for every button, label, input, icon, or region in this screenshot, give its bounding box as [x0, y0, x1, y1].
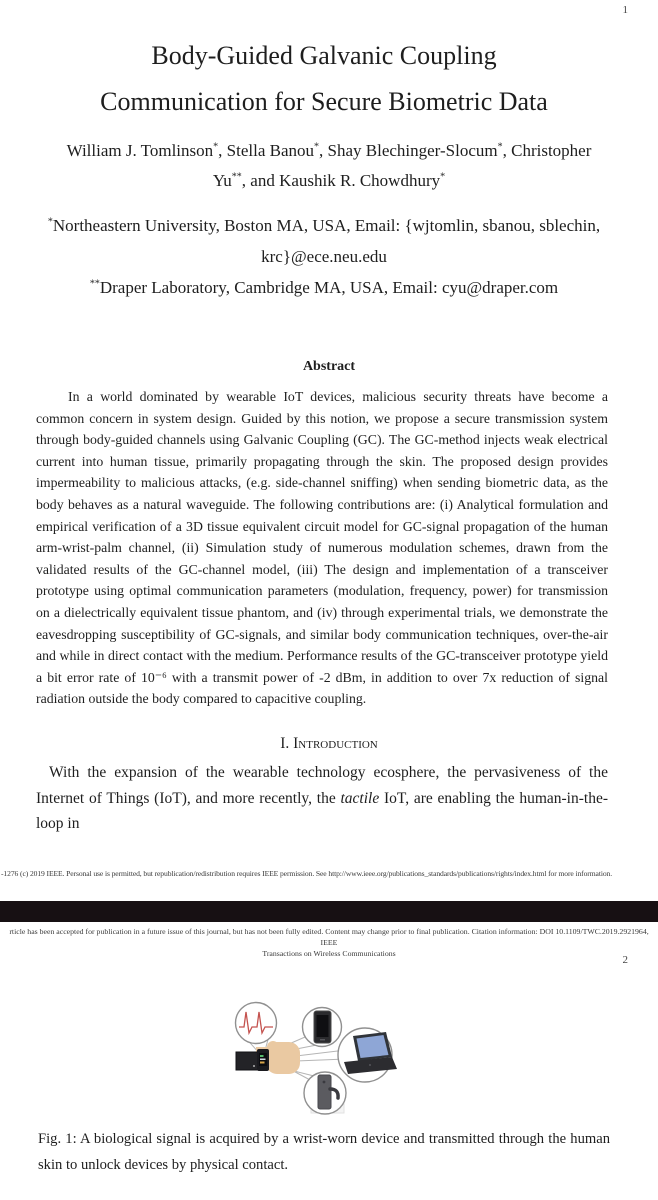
figure-1-illustration [180, 986, 500, 1128]
affiliation-text: Northeastern University, Boston MA, USA, Email: {wjtomlin, sbanou, sblechin, krc}@ece.neu.edu [52, 216, 601, 266]
laptop-trackpad [369, 1064, 371, 1066]
affiliation-mark: * [47, 216, 53, 228]
lock-plate [318, 1075, 331, 1109]
watch-pixel-white [260, 1059, 266, 1061]
author-name: Christopher Yu [212, 141, 592, 190]
paper-title-line-1: Body-Guided Galvanic Coupling [151, 41, 497, 70]
author-affiliation-mark: ** [231, 171, 242, 183]
affiliation-entry [38, 210, 610, 272]
figure-caption: Fig. 1: A biological signal is acquired by a wrist-worn device and transmitted through the human skin to unlock devices by physical contact. [38, 1131, 610, 1173]
divider-bar [0, 901, 658, 922]
watch-pixel-amber [260, 1062, 265, 1064]
paper-title-line-2: Communication for Secure Biometric Data [100, 87, 548, 116]
phone-home-button [320, 1039, 325, 1041]
page-number-1: 1 [622, 4, 628, 16]
watch-pixel-green [260, 1055, 264, 1057]
footer-copyright: -1276 (c) 2019 IEEE. Personal use is permitted, but republication/redistribution requires IEEE permission. See http://www.ieee.org/publications_standards/publications/rights/index.html for more information. [1, 869, 613, 878]
lock-keyhole [323, 1081, 326, 1084]
paper-title [38, 33, 610, 125]
abstract-heading: Abstract [302, 359, 356, 374]
affiliation-mark: ** [89, 278, 100, 290]
author-affiliation-mark: * [497, 141, 503, 153]
figure-1 [180, 986, 500, 1128]
intro-segment: With the expansion of the wearable technology ecosphere, the pervasiveness of the Internet of Things (IoT), and more recently, the [36, 764, 608, 807]
phone-screen [317, 1015, 329, 1037]
author-name: Shay Blechinger-Slocum [327, 141, 498, 160]
ecg-circle [236, 1003, 277, 1044]
author-name: William J. Tomlinson [66, 141, 214, 160]
author-name: Stella Banou [226, 141, 315, 160]
wrist-device-icon [236, 1041, 300, 1074]
author-name: Kaushik R. Chowdhury [279, 171, 441, 190]
sensor-box [236, 1052, 258, 1070]
intro-paragraph [36, 760, 608, 837]
smartphone-icon [314, 1011, 331, 1043]
laptop-screen [357, 1035, 389, 1058]
intro-segment: IoT, are enabling the human-in-the-loop in [36, 789, 609, 832]
author-affiliation-mark: * [213, 141, 219, 153]
notice-line-2: Transactions on Wireless Communications [262, 949, 396, 958]
sensor-led [253, 1065, 255, 1067]
section-heading-introduction: I. Introduction [280, 735, 378, 752]
affiliation-entry [38, 272, 610, 303]
affiliation-text: Draper Laboratory, Cambridge MA, USA, Email: cyu@draper.com [99, 278, 559, 297]
authors-line: William J. Tomlinson*, Stella Banou*, Shay Blechinger-Slocum*, Christopher Yu**, and Kaushik R. Chowdhury* [66, 141, 592, 190]
notice-line-1: rticle has been accepted for publication in a future issue of this journal, but has not been fully edited. Content may change prior to final publication. Citation information: DOI 10.1109/TWC.2019.2921964, IEEE [9, 927, 649, 947]
author-affiliation-mark: * [440, 171, 446, 183]
acceptance-notice [4, 926, 654, 959]
page-number-2: 2 [622, 954, 628, 966]
author-affiliation-mark: * [314, 141, 320, 153]
abstract-text: In a world dominated by wearable IoT devices, malicious security threats have become a common concern in system design. Guided by this notion, we propose a secure transmission system through body-guided channels using Galvanic Coupling (GC). The GC-method injects weak electrical current into human tissue, primarily propagating through the skin. The proposed design provides impermeability to malicious attacks, (e.g. side-channel sniffing) when sending biometric data, as the body behaves as a natural waveguide. The following contributions are: (i) Analytical formulation and empirical verification of a 3D tissue equivalent circuit model for GC-signal propagation of the human arm-wrist-palm channel, (ii) Simulation study of numerous modulation schemes, drawn from the validated results of the GC-channel model, (iii) The design and implementation of a transceiver prototype using optimal communication parameters (modulation, frequency, power) for transmission on a dielectrically equivalent tissue phantom, and (iv) through experimental trials, we demonstrate the eavesdropping susceptibility of GC-signals, and similar body communication techniques, over-the-air and while in direct contact with the medium. Performance results of the GC-transceiver prototype yield a bit error rate of 10⁻⁶ with a transmit power of -2 dBm, in addition to over 7x reduction of signal radiation outside the body compared to capacitive coupling. [36, 389, 608, 707]
intro-segment: tactile [340, 789, 380, 807]
affiliations [38, 210, 610, 303]
